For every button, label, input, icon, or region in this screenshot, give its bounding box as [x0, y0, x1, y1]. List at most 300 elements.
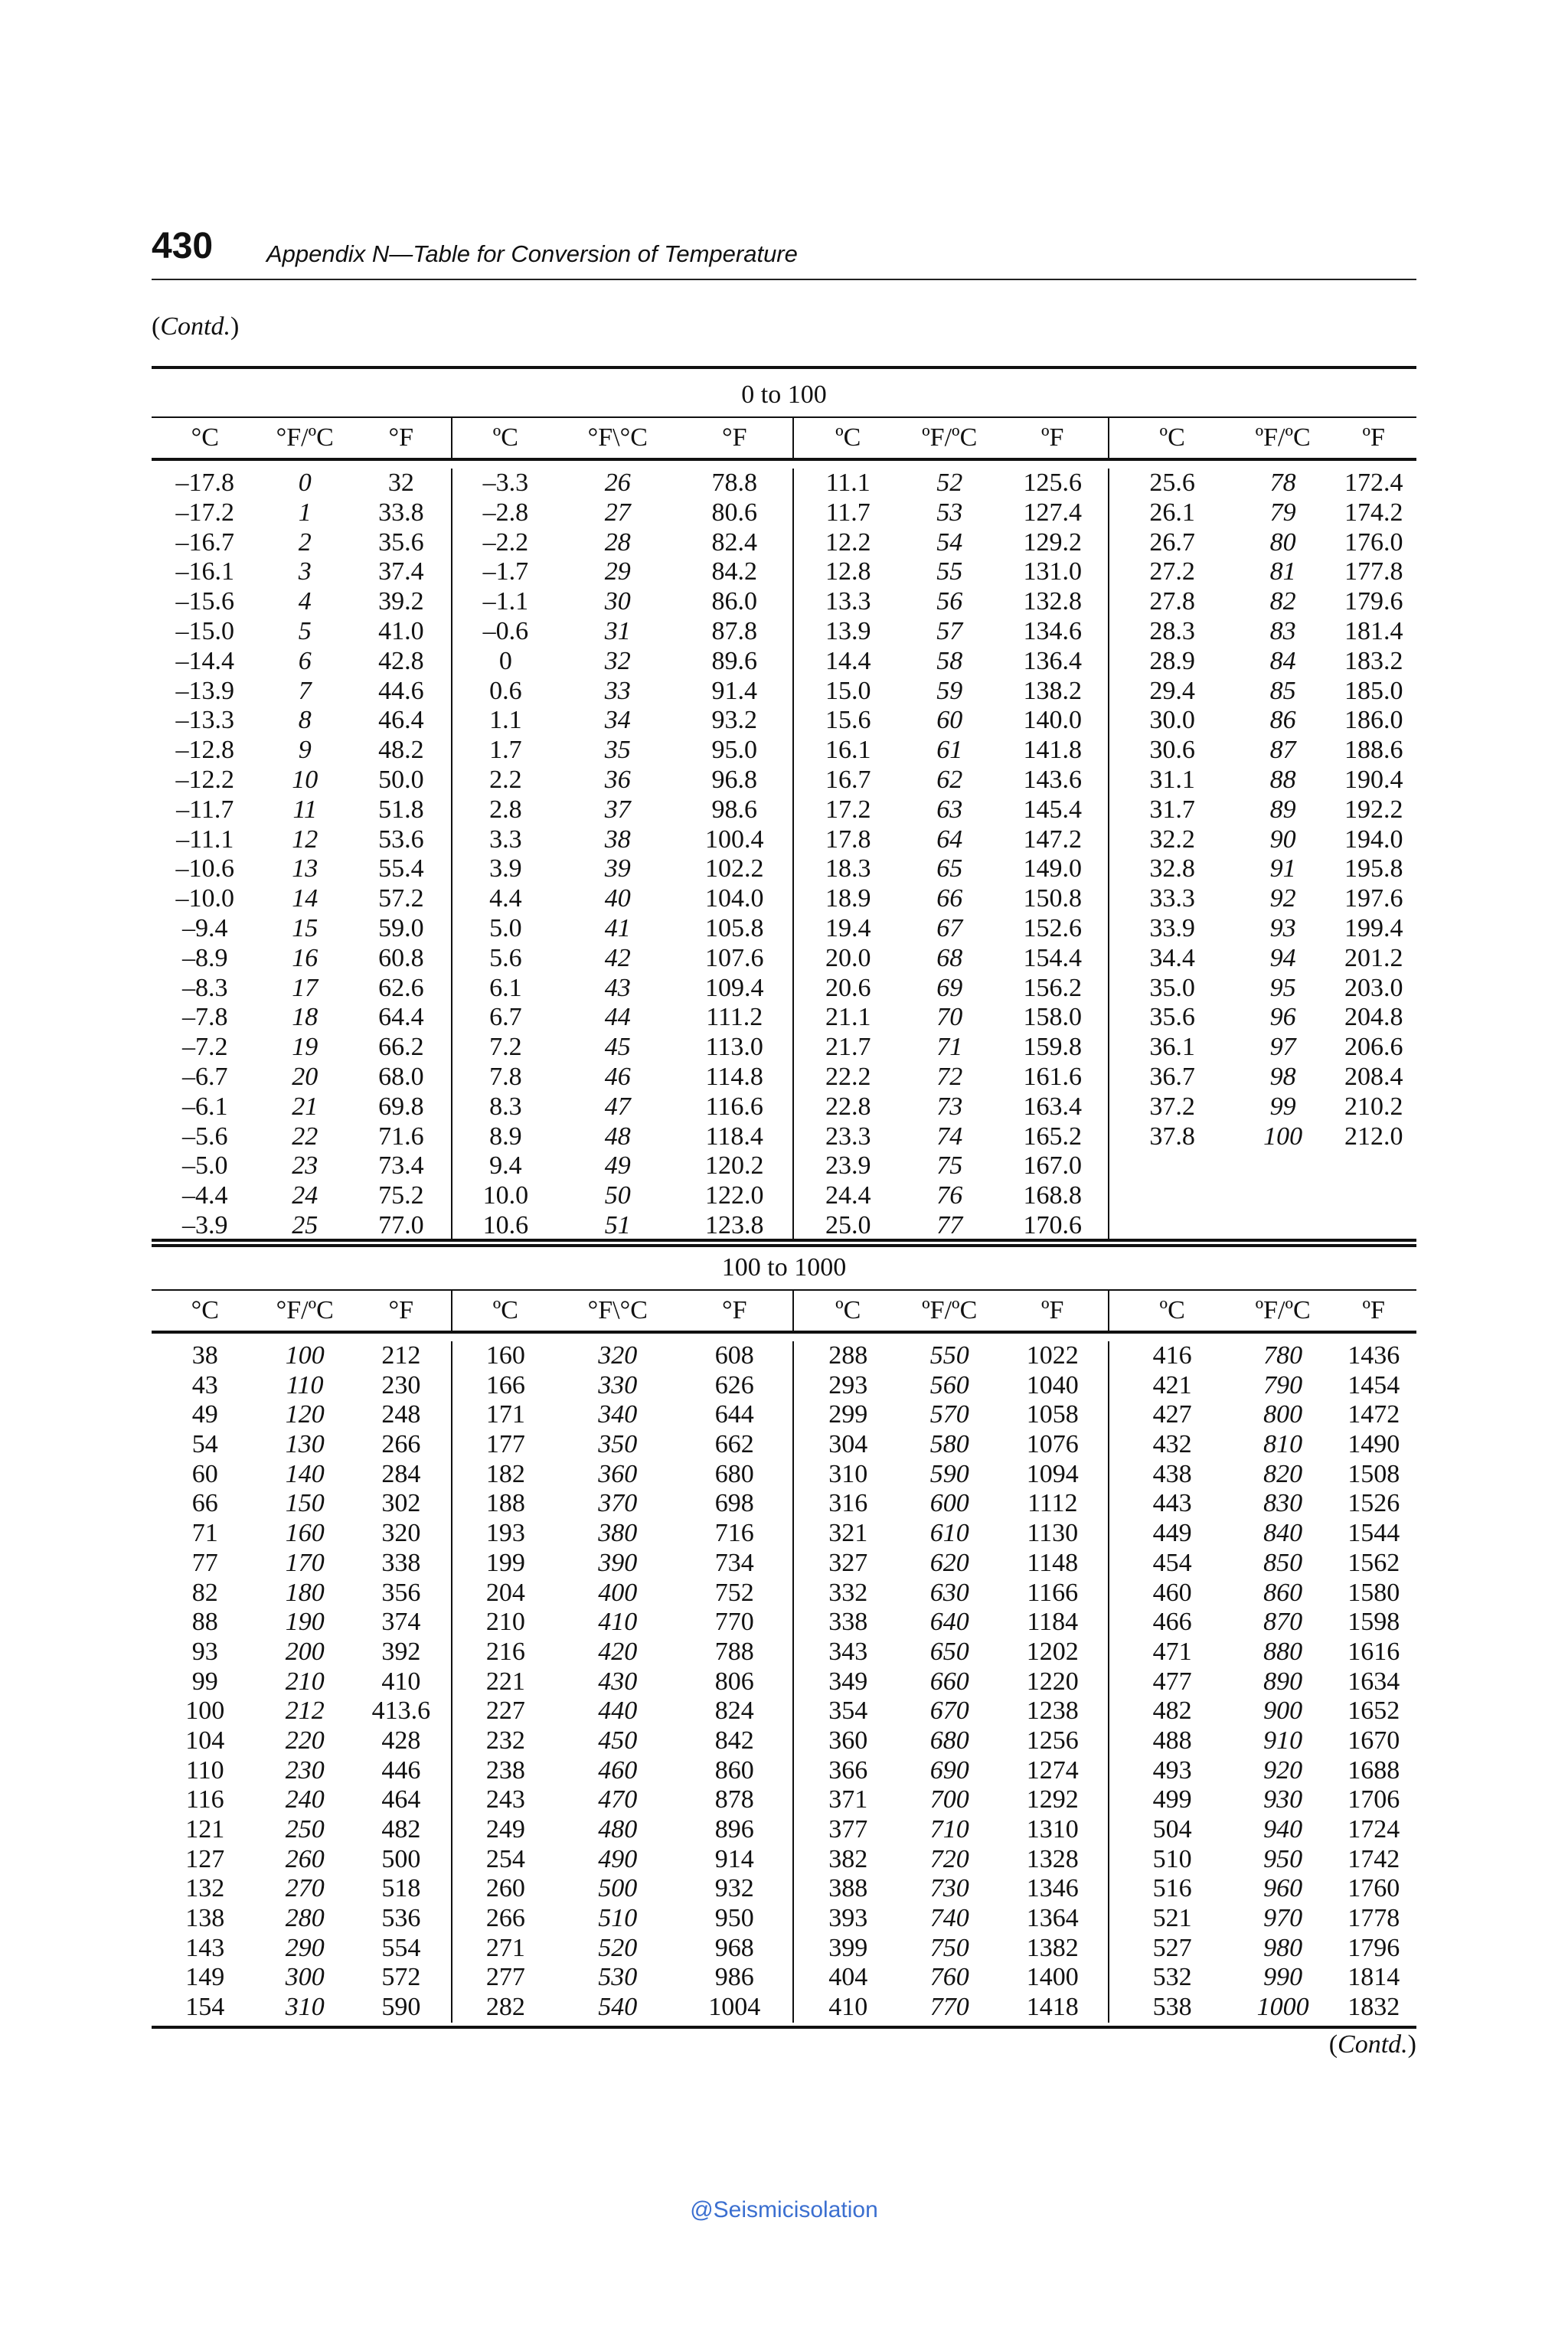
table-cell: –8.9: [181, 943, 228, 972]
table-cell: 304: [792, 1430, 902, 1460]
table-cell: 377: [792, 1815, 902, 1845]
table-cell: 316: [792, 1489, 902, 1519]
table-cell: 36: [604, 765, 631, 794]
table-cell: 32.2: [1108, 825, 1234, 855]
table-cell: 104.0: [704, 884, 764, 913]
table-cell: 59.0: [378, 913, 424, 942]
table-cell: 29: [604, 557, 631, 586]
table-cell: 530: [598, 1963, 638, 1992]
table-cell: 73: [936, 1092, 963, 1121]
table-cell: 102.2: [704, 854, 764, 883]
column-header-row: [152, 1291, 1416, 1332]
table-cell: 990: [1263, 1963, 1303, 1992]
table-cell: 380: [598, 1519, 638, 1548]
table-cell: 78.8: [711, 469, 757, 497]
table-cell: [1331, 1151, 1416, 1181]
table-cell: 22.2: [792, 1063, 902, 1092]
contd-label-top: (Contd.): [152, 312, 240, 341]
table-cell: 518: [381, 1874, 421, 1903]
table-cell: 532: [1108, 1963, 1234, 1993]
table-cell: 1256: [1026, 1726, 1079, 1755]
table-cell: 488: [1108, 1726, 1234, 1756]
table-cell: 1562: [1348, 1548, 1400, 1577]
table-cell: 43: [604, 973, 631, 1002]
table-cell: –0.6: [451, 617, 559, 647]
table-cell: 644: [714, 1400, 754, 1429]
table-row: [152, 1726, 1416, 1756]
table-row: [152, 1667, 1416, 1697]
table-cell: 96: [1269, 1003, 1296, 1032]
table-cell: 360: [598, 1459, 638, 1488]
table-cell: –15.0: [175, 616, 234, 645]
table-cell: 11: [292, 795, 317, 824]
table-row: [152, 1489, 1416, 1519]
table-cell: 349: [792, 1667, 902, 1697]
table-cell: 33.3: [1108, 884, 1234, 914]
table-cell: 27: [604, 498, 631, 527]
table-cell: 700: [929, 1785, 969, 1814]
table-cell: 24: [292, 1181, 318, 1210]
table-cell: 620: [929, 1548, 969, 1577]
table-cell: 1796: [1348, 1933, 1400, 1962]
table-cell: 930: [1263, 1785, 1303, 1814]
table-cell: 49: [191, 1400, 218, 1429]
table-cell: 466: [1108, 1608, 1234, 1638]
table-cell: 7: [298, 676, 312, 705]
table-cell: 145.4: [1023, 795, 1082, 824]
table-cell: 97: [1269, 1033, 1296, 1062]
table-cell: 116.6: [705, 1092, 763, 1121]
table-cell: 806: [714, 1667, 754, 1696]
table-cell: 464: [381, 1785, 421, 1814]
table-cell: 1508: [1348, 1459, 1400, 1488]
table-cell: 752: [714, 1578, 754, 1607]
table-cell: 360: [792, 1726, 902, 1756]
table-cell: 1130: [1027, 1519, 1079, 1548]
table-cell: 1382: [1026, 1933, 1079, 1962]
table-cell: 69: [936, 973, 963, 1002]
table-cell: 266: [381, 1430, 421, 1459]
table-cell: 230: [381, 1370, 421, 1399]
table-cell: 1760: [1348, 1874, 1400, 1903]
table-row: [152, 587, 1416, 617]
table-cell: 7.8: [451, 1063, 559, 1092]
table-cell: 99: [1269, 1092, 1296, 1121]
table-cell: 35.0: [1108, 974, 1234, 1004]
table-cell: 220: [285, 1726, 325, 1755]
table-cell: 51: [604, 1210, 631, 1239]
table-cell: 66.2: [378, 1033, 424, 1062]
table-cell: 149.0: [1023, 854, 1082, 883]
table-cell: 51.8: [378, 795, 424, 824]
table-cell: 5.0: [451, 914, 559, 944]
table-row: [152, 1697, 1416, 1726]
table-cell: 390: [598, 1548, 638, 1577]
table-cell: 610: [929, 1519, 969, 1548]
table-cell: 1292: [1026, 1785, 1079, 1814]
table-cell: 210: [285, 1667, 325, 1696]
table-cell: [1108, 1181, 1234, 1211]
table-cell: 33: [604, 676, 631, 705]
table-row: [152, 617, 1416, 647]
table-cell: 880: [1263, 1637, 1303, 1666]
table-cell: –1.1: [451, 587, 559, 617]
table-cell: 185.0: [1344, 676, 1403, 705]
table-cell: 510: [1108, 1845, 1234, 1875]
table-cell: 20: [292, 1062, 318, 1091]
table-cell: 19: [292, 1033, 318, 1062]
table-cell: 440: [598, 1697, 638, 1726]
table-cell: 201.2: [1344, 943, 1403, 972]
table-cell: 204.8: [1344, 1003, 1403, 1032]
table-cell: 149: [185, 1963, 225, 1992]
table-cell: 338: [792, 1608, 902, 1638]
table-cell: 166: [451, 1371, 559, 1401]
table-cell: 332: [792, 1579, 902, 1608]
table-cell: 410: [381, 1667, 421, 1696]
table-cell: 13.9: [792, 617, 902, 647]
table-cell: 1634: [1348, 1667, 1400, 1696]
table-cell: 199: [451, 1549, 559, 1579]
table-row: [152, 1371, 1416, 1401]
table-cell: 8: [298, 706, 312, 735]
table-cell: 18.9: [792, 884, 902, 914]
table-cell: –16.1: [175, 557, 234, 586]
table-cell: 199.4: [1344, 913, 1403, 942]
table-cell: 172.4: [1344, 469, 1403, 497]
table-cell: 11.1: [792, 469, 902, 498]
table-cell: 129.2: [1023, 527, 1082, 557]
table-cell: 36.1: [1108, 1033, 1234, 1063]
table-row: [152, 647, 1416, 677]
table-cell: 14: [292, 884, 318, 913]
table-cell: 65: [936, 854, 963, 883]
table-cell: 980: [1263, 1933, 1303, 1962]
table-row: [152, 1815, 1416, 1845]
table-cell: 446: [381, 1755, 421, 1785]
table-cell: 10: [292, 765, 318, 794]
table-cell: 790: [1263, 1370, 1303, 1399]
table-cell: 608: [714, 1341, 754, 1370]
contd-text: Contd.: [160, 312, 230, 341]
table-cell: 150.8: [1023, 884, 1082, 913]
table-cell: [1331, 1181, 1416, 1211]
table-cell: 310: [792, 1460, 902, 1490]
table-cell: 23: [292, 1151, 318, 1181]
table-cell: 25: [292, 1210, 318, 1239]
table-cell: 130: [285, 1430, 325, 1459]
table-cell: 271: [451, 1934, 559, 1964]
table-cell: 302: [381, 1489, 421, 1518]
table-row: [152, 1608, 1416, 1638]
table-row: [152, 1003, 1416, 1033]
table-cell: 41.0: [378, 616, 424, 645]
table-cell: 830: [1263, 1489, 1303, 1518]
table-cell: 1.7: [451, 736, 559, 766]
table-cell: 471: [1108, 1638, 1234, 1667]
table-cell: 516: [1108, 1874, 1234, 1904]
table-cell: 1832: [1348, 1993, 1400, 2022]
table-cell: 30.6: [1108, 736, 1234, 766]
table-cell: 80: [1269, 527, 1296, 557]
table-cell: 290: [285, 1933, 325, 1962]
table-cell: 188.6: [1344, 736, 1403, 765]
table-row: [152, 854, 1416, 884]
table-row: [152, 1904, 1416, 1934]
table-cell: 1238: [1026, 1697, 1079, 1726]
table-cell: 570: [929, 1400, 969, 1429]
table-cell: 110: [185, 1755, 224, 1785]
table-cell: 86.0: [711, 587, 757, 616]
table-row: [152, 1845, 1416, 1875]
column-header: °F\°C: [587, 423, 648, 452]
table-cell: 48.2: [378, 736, 424, 765]
table-cell: 40: [604, 884, 631, 913]
table-cell: 374: [381, 1608, 421, 1637]
table-cell: 260: [451, 1874, 559, 1904]
table-cell: 26: [604, 469, 631, 497]
table-cell: 141.8: [1023, 736, 1082, 765]
table-cell: 77: [936, 1210, 963, 1239]
table-row: [152, 1785, 1416, 1815]
table-cell: 64: [936, 825, 963, 854]
table-cell: 140: [285, 1459, 325, 1488]
table-cell: 61: [936, 736, 963, 765]
table-cell: 105.8: [704, 913, 764, 942]
table-cell: 28.9: [1108, 647, 1234, 677]
table-cell: 280: [285, 1904, 325, 1933]
table-cell: 96.8: [711, 765, 757, 794]
table-cell: 100: [1263, 1122, 1303, 1151]
contd-label-bottom: (Contd.): [1328, 2030, 1416, 2059]
table-cell: 18.3: [792, 854, 902, 884]
table-cell: 716: [714, 1519, 754, 1548]
conversion-table-0-100: [152, 366, 1416, 1247]
table-cell: 1778: [1348, 1904, 1400, 1933]
table-cell: 227: [451, 1697, 559, 1726]
table-cell: 54: [936, 527, 963, 557]
table-row: [152, 1211, 1416, 1241]
table-cell: 67: [936, 913, 963, 942]
table-cell: 210.2: [1344, 1092, 1403, 1121]
table-row: [152, 1151, 1416, 1181]
table-cell: 842: [714, 1726, 754, 1755]
table-cell: 63: [936, 795, 963, 824]
table-cell: 161.6: [1023, 1062, 1082, 1091]
table-cell: –9.4: [181, 913, 228, 942]
table-cell: 75: [936, 1151, 963, 1181]
table-cell: 160: [285, 1519, 325, 1548]
table-cell: 20.6: [792, 974, 902, 1004]
table-cell: 143.6: [1023, 765, 1082, 794]
watermark-text: @Seismicisolation: [690, 2197, 878, 2222]
table-cell: 100: [285, 1341, 325, 1370]
table-cell: 698: [714, 1489, 754, 1518]
table-cell: 392: [381, 1637, 421, 1666]
table-cell: –11.7: [176, 795, 234, 824]
table-row: [152, 736, 1416, 766]
table-cell: 174.2: [1344, 498, 1403, 527]
table-cell: 208.4: [1344, 1062, 1403, 1091]
table-cell: 180: [285, 1578, 325, 1607]
table-cell: 490: [598, 1844, 638, 1873]
table-row: [152, 1092, 1416, 1122]
table-cell: 820: [1263, 1459, 1303, 1488]
table-cell: 86: [1269, 706, 1296, 735]
table-cell: 138.2: [1023, 676, 1082, 705]
table-cell: 420: [598, 1637, 638, 1666]
table-cell: 690: [929, 1755, 969, 1785]
table-cell: 780: [1263, 1341, 1303, 1370]
table-cell: 147.2: [1023, 825, 1082, 854]
table-cell: 22: [292, 1122, 318, 1151]
column-header: °C: [191, 423, 219, 452]
table-cell: 181.4: [1344, 616, 1403, 645]
table-cell: 400: [598, 1578, 638, 1607]
table-cell: 20.0: [792, 944, 902, 974]
table-cell: 120.2: [704, 1151, 764, 1181]
table-cell: 1526: [1348, 1489, 1400, 1518]
table-cell: 87: [1269, 736, 1296, 765]
table-cell: 960: [1263, 1874, 1303, 1903]
table-cell: 177: [451, 1430, 559, 1460]
table-cell: 449: [1108, 1519, 1234, 1549]
table-cell: 2.8: [451, 795, 559, 825]
table-cell: 60.8: [378, 943, 424, 972]
table-cell: 79: [1269, 498, 1296, 527]
table-cell: 3.3: [451, 825, 559, 855]
table-cell: 500: [598, 1874, 638, 1903]
table-cell: 81: [1269, 557, 1296, 586]
table-cell: 34.4: [1108, 944, 1234, 974]
table-cell: 536: [381, 1904, 421, 1933]
table-cell: 111.2: [706, 1003, 763, 1032]
table-cell: 734: [714, 1548, 754, 1577]
table-cell: 350: [598, 1430, 638, 1459]
column-header: °F/ºC: [276, 1296, 334, 1324]
table-cell: 104: [185, 1726, 225, 1755]
table-cell: 388: [792, 1874, 902, 1904]
table-cell: 282: [451, 1993, 559, 2023]
table-cell: 238: [451, 1756, 559, 1786]
table-cell: 35.6: [1108, 1003, 1234, 1033]
table-cell: 270: [285, 1874, 325, 1903]
table-cell: 77: [191, 1548, 218, 1577]
table-cell: 24.4: [792, 1181, 902, 1211]
table-cell: 950: [714, 1904, 754, 1933]
table-cell: 986: [714, 1963, 754, 1992]
column-header: ºC: [1108, 1291, 1234, 1331]
table-cell: 2: [298, 527, 312, 557]
table-cell: 338: [381, 1548, 421, 1577]
table-cell: 500: [381, 1844, 421, 1873]
table-cell: 186.0: [1344, 706, 1403, 735]
table-cell: 90: [1269, 825, 1296, 854]
table-cell: 42.8: [378, 646, 424, 675]
table-cell: 53: [936, 498, 963, 527]
table-cell: 39.2: [378, 587, 424, 616]
table-row: [152, 914, 1416, 944]
table-cell: 70: [936, 1003, 963, 1032]
table-cell: 127.4: [1023, 498, 1082, 527]
table-cell: 572: [381, 1963, 421, 1992]
table-cell: 840: [1263, 1519, 1303, 1548]
table-row: [152, 1460, 1416, 1490]
table-cell: 212: [381, 1341, 421, 1370]
table-cell: 416: [1108, 1341, 1234, 1371]
table-cell: 340: [598, 1400, 638, 1429]
table-cell: 399: [792, 1934, 902, 1964]
table-cell: 98: [1269, 1062, 1296, 1091]
table-cell: 46.4: [378, 706, 424, 735]
table-cell: 630: [929, 1578, 969, 1607]
table-cell: 122.0: [704, 1181, 764, 1210]
table-range-title: 100 to 1000: [152, 1242, 1416, 1291]
column-header: °F: [721, 423, 747, 452]
table-cell: –11.1: [176, 825, 234, 854]
table-cell: 1490: [1348, 1430, 1400, 1459]
table-cell: 1652: [1348, 1697, 1400, 1726]
table-cell: 94: [1269, 943, 1296, 972]
table-cell: 356: [381, 1578, 421, 1607]
table-cell: 140.0: [1023, 706, 1082, 735]
table-cell: 284: [381, 1459, 421, 1488]
table-row: [152, 1579, 1416, 1608]
table-row: [152, 528, 1416, 558]
table-cell: 35: [604, 736, 631, 765]
table-cell: 1.1: [451, 706, 559, 736]
table-cell: 15.0: [792, 677, 902, 707]
table-cell: 760: [929, 1963, 969, 1992]
table-cell: 8.3: [451, 1092, 559, 1122]
table-cell: 770: [714, 1608, 754, 1637]
table-cell: 183.2: [1344, 646, 1403, 675]
table-cell: 170: [285, 1548, 325, 1577]
table-cell: 160: [451, 1341, 559, 1371]
table-cell: 240: [285, 1785, 325, 1814]
table-cell: 21: [292, 1092, 318, 1121]
table-cell: 33.9: [1108, 914, 1234, 944]
table-cell: –7.8: [181, 1003, 228, 1032]
table-cell: 3.9: [451, 854, 559, 884]
table-cell: 52: [936, 469, 963, 497]
table-cell: 143: [185, 1933, 225, 1962]
table-cell: 12.8: [792, 557, 902, 587]
table-cell: 42: [604, 943, 631, 972]
table-cell: 1400: [1026, 1963, 1079, 1992]
table-cell: 460: [598, 1755, 638, 1785]
table-cell: 1454: [1348, 1370, 1400, 1399]
table-cell: 427: [1108, 1400, 1234, 1430]
table-cell: 421: [1108, 1371, 1234, 1401]
table-cell: 152.6: [1023, 913, 1082, 942]
table-cell: –2.8: [451, 498, 559, 528]
table-cell: 35.6: [378, 527, 424, 557]
table-cell: 1472: [1348, 1400, 1400, 1429]
table-row: [152, 1549, 1416, 1579]
table-cell: 28.3: [1108, 617, 1234, 647]
table-cell: 92: [1269, 884, 1296, 913]
table-row: [152, 677, 1416, 707]
table-cell: 920: [1263, 1755, 1303, 1785]
table-cell: 510: [598, 1904, 638, 1933]
table-cell: –14.4: [175, 646, 234, 675]
table-cell: 1346: [1026, 1874, 1079, 1903]
table-row: [152, 1341, 1416, 1371]
table-cell: 33.8: [378, 498, 424, 527]
column-header: °F/ºC: [276, 423, 334, 452]
table-cell: 470: [598, 1785, 638, 1814]
